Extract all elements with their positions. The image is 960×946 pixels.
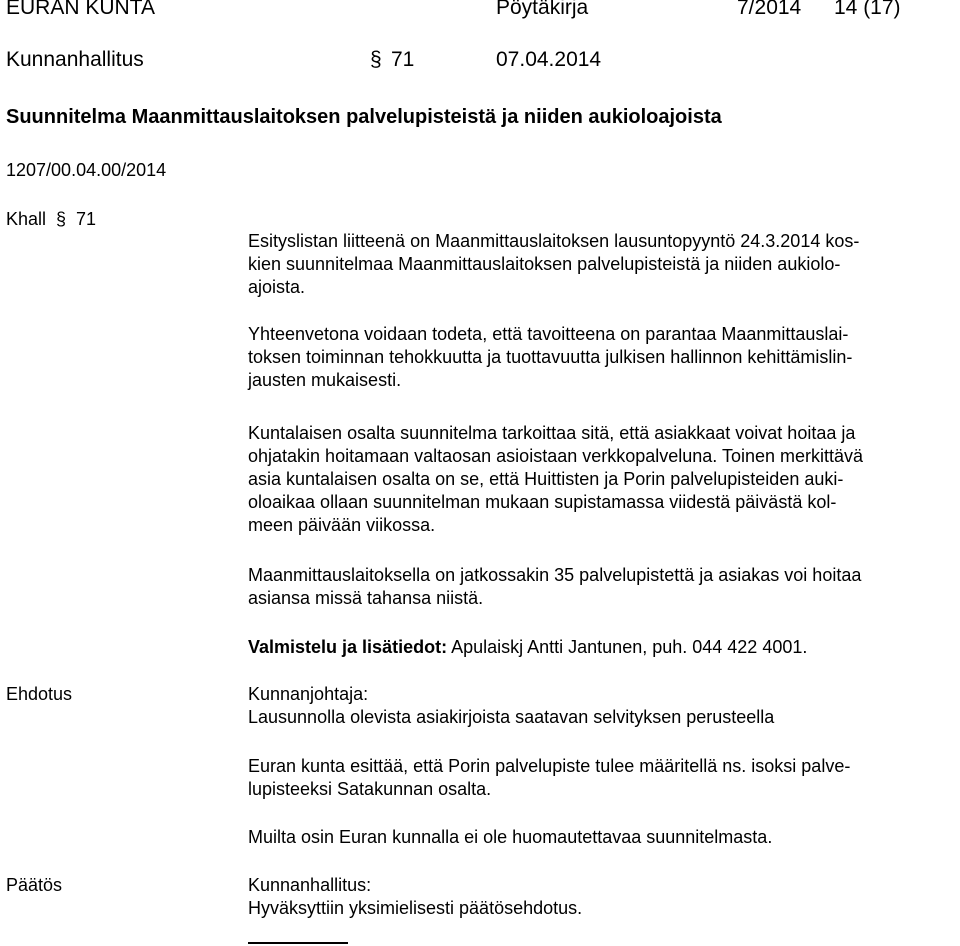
paragraph-line: Yhteenvetona voidaan todeta, että tavoitteena on parantaa Maanmittauslai- bbox=[248, 324, 849, 344]
paragraph-2 bbox=[248, 323, 852, 392]
paragraph-line: Esityslistan liitteenä on Maanmittauslaitoksen lausuntopyyntö 24.3.2014 kos- bbox=[248, 231, 860, 251]
decision-label: Päätös bbox=[6, 875, 63, 895]
paragraph-line: Kuntalaisen osalta suunnitelma tarkoittaa sitä, että asiakkaat voivat hoitaa ja bbox=[248, 423, 856, 443]
decision-line: Kunnanhallitus: bbox=[248, 875, 372, 895]
decision-line: Hyväksyttiin yksimielisesti päätösehdotus. bbox=[248, 898, 583, 918]
paragraph-line: ohjatakin hoitamaan valtaosan asioistaan verkkopalveluna. Toinen merkittävä bbox=[248, 446, 864, 466]
proposal-label: Ehdotus bbox=[6, 684, 73, 704]
record-number: 1207/00.04.00/2014 bbox=[6, 160, 167, 180]
paragraph-line: ajoista. bbox=[248, 277, 306, 297]
meeting-body: Kunnanhallitus bbox=[6, 48, 144, 71]
proposal-paragraph-2 bbox=[248, 755, 850, 801]
section-sign: § bbox=[370, 48, 382, 71]
document-number: 7/2014 bbox=[737, 0, 802, 19]
ref-section-number: 71 bbox=[76, 209, 97, 229]
preparation-value: Apulaiskj Antti Jantunen, puh. 044 422 4001. bbox=[447, 637, 808, 657]
paragraph-line: kien suunnitelmaa Maanmittauslaitoksen palvelupisteistä ja niiden aukiolo- bbox=[248, 254, 841, 274]
paragraph-line: meen päivään viikossa. bbox=[248, 515, 436, 535]
document-type: Pöytäkirja bbox=[496, 0, 589, 19]
paragraph-3 bbox=[248, 422, 863, 537]
page-title: Suunnitelma Maanmittauslaitoksen palvelupisteistä ja niiden aukioloajoista bbox=[6, 106, 722, 128]
page-number: 14 (17) bbox=[834, 0, 901, 19]
paragraph-1 bbox=[248, 230, 859, 299]
ref-label: Khall bbox=[6, 209, 47, 229]
paragraph-line: toksen toiminnan tehokkuutta ja tuottavuutta julkisen hallinnon kehittämislin- bbox=[248, 347, 853, 367]
paragraph-line: asiansa missä tahansa niistä. bbox=[248, 588, 484, 608]
meeting-date: 07.04.2014 bbox=[496, 48, 602, 71]
proposal-line: lupisteeksi Satakunnan osalta. bbox=[248, 779, 492, 799]
paragraph-line: asia kuntalaisen osalta on se, että Huittisten ja Porin palvelupisteiden auki- bbox=[248, 469, 844, 489]
paragraph-line: Maanmittauslaitoksella on jatkossakin 35 palvelupistettä ja asiakas voi hoitaa bbox=[248, 565, 862, 585]
preparation-info bbox=[248, 636, 807, 659]
paragraph-line: oloaikaa ollaan suunnitelman mukaan supistamassa viidestä päivästä kol- bbox=[248, 492, 837, 512]
signature-rule bbox=[248, 942, 348, 944]
paragraph-line: jausten mukaisesti. bbox=[248, 370, 402, 390]
proposal-line: Muilta osin Euran kunnalla ei ole huomautettavaa suunnitelmasta. bbox=[248, 827, 773, 847]
decision-text bbox=[248, 874, 582, 920]
preparation-label: Valmistelu ja lisätiedot: bbox=[248, 637, 448, 657]
proposal-text bbox=[248, 683, 774, 729]
section-number: 71 bbox=[391, 48, 415, 71]
proposal-line: Euran kunta esittää, että Porin palvelupiste tulee määritellä ns. isoksi palve- bbox=[248, 756, 851, 776]
ref-section-sign: § bbox=[56, 209, 67, 229]
proposal-line: Lausunnolla olevista asiakirjoista saatavan selvityksen perusteella bbox=[248, 707, 775, 727]
proposal-line: Kunnanjohtaja: bbox=[248, 684, 369, 704]
paragraph-4 bbox=[248, 564, 861, 610]
org-name: EURAN KUNTA bbox=[6, 0, 155, 19]
proposal-paragraph-3 bbox=[248, 826, 772, 849]
